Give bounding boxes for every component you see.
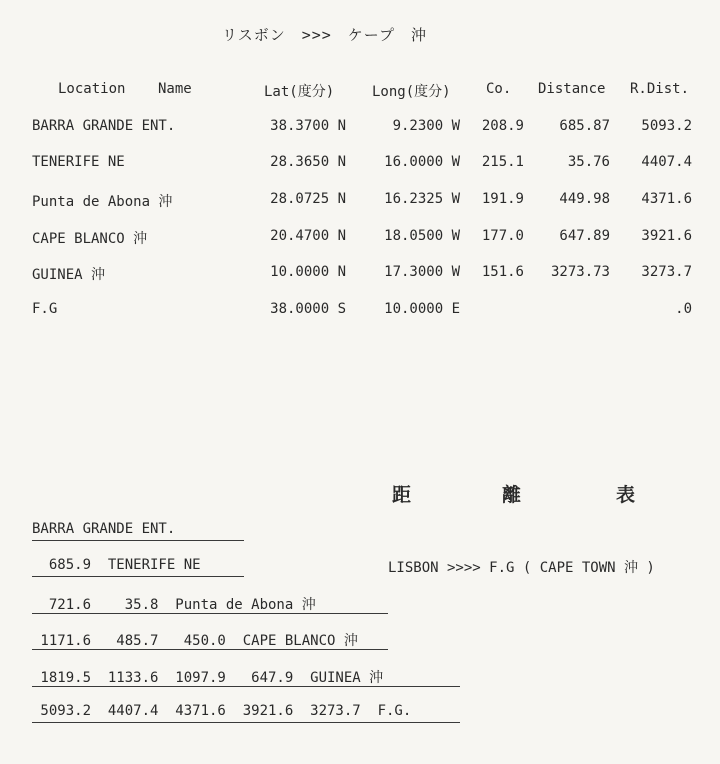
cell-rdist: .0 [675,301,692,317]
title-char: 表 [616,484,636,506]
cell-long: 9.2300 W [392,118,460,134]
cell-rdist: 4407.4 [641,154,692,170]
underline [32,686,460,687]
cell-lat: 38.3700 N [270,118,346,134]
header-location: Location [58,81,126,97]
cell-rdist: 5093.2 [641,118,692,134]
cell-rdist: 3921.6 [641,228,692,244]
header-rdist: R.Dist. [630,81,690,97]
header-lat: Lat(度分) [264,84,335,100]
header-long: Long(度分) [372,84,451,100]
distance-row: 5093.2 4407.4 4371.6 3921.6 3273.7 F.G. [32,703,412,719]
cell-long: 17.3000 W [384,264,460,280]
header-distance: Distance [538,81,606,97]
underline [32,540,244,541]
table-row [0,301,720,321]
underline [32,649,388,650]
header-co: Co. [486,81,512,97]
cell-name: CAPE BLANCO 沖 [32,231,148,247]
cell-distance: 3273.73 [550,264,610,280]
cell-lat: 28.3650 N [270,154,346,170]
underline [32,722,460,723]
header-name: Name [158,81,192,97]
distance-row: 721.6 35.8 Punta de Abona 沖 [32,597,316,613]
cell-lat: 20.4700 N [270,228,346,244]
cell-co: 208.9 [481,118,524,134]
underline [32,613,388,614]
table-row [0,264,720,284]
title-char: 距 [392,484,412,506]
cell-name: BARRA GRANDE ENT. [32,118,176,134]
cell-name: F.G [32,301,58,317]
cell-lat: 10.0000 N [270,264,346,280]
underline [32,576,244,577]
cell-co: 191.9 [481,191,524,207]
cell-rdist: 3273.7 [641,264,692,280]
cell-long: 10.0000 E [384,301,460,317]
table-row [0,228,720,248]
cell-distance: 685.87 [559,118,610,134]
cell-name: GUINEA 沖 [32,267,106,283]
table-row [0,118,720,138]
cell-distance: 35.76 [567,154,610,170]
table-row [0,191,720,211]
cell-co: 215.1 [481,154,524,170]
cell-lat: 28.0725 N [270,191,346,207]
table-header [0,81,720,101]
cell-long: 16.2325 W [384,191,460,207]
distance-row: 1819.5 1133.6 1097.9 647.9 GUINEA 沖 [32,670,384,686]
cell-long: 18.0500 W [384,228,460,244]
cell-name: TENERIFE NE [32,154,125,170]
distance-row: BARRA GRANDE ENT. [32,521,176,537]
cell-distance: 449.98 [559,191,610,207]
cell-co: 151.6 [481,264,524,280]
cell-lat: 38.0000 S [270,301,346,317]
cell-long: 16.0000 W [384,154,460,170]
route-label: LISBON >>>> F.G ( CAPE TOWN 沖 ) [388,560,655,576]
route-title: リスボン >>> ケープ 沖 [222,26,428,44]
cell-name: Punta de Abona 沖 [32,194,173,210]
title-char: 離 [502,484,522,506]
distance-row: 685.9 TENERIFE NE [32,557,201,573]
cell-distance: 647.89 [559,228,610,244]
table-row [0,154,720,174]
cell-co: 177.0 [481,228,524,244]
cell-rdist: 4371.6 [641,191,692,207]
distance-row: 1171.6 485.7 450.0 CAPE BLANCO 沖 [32,633,358,649]
